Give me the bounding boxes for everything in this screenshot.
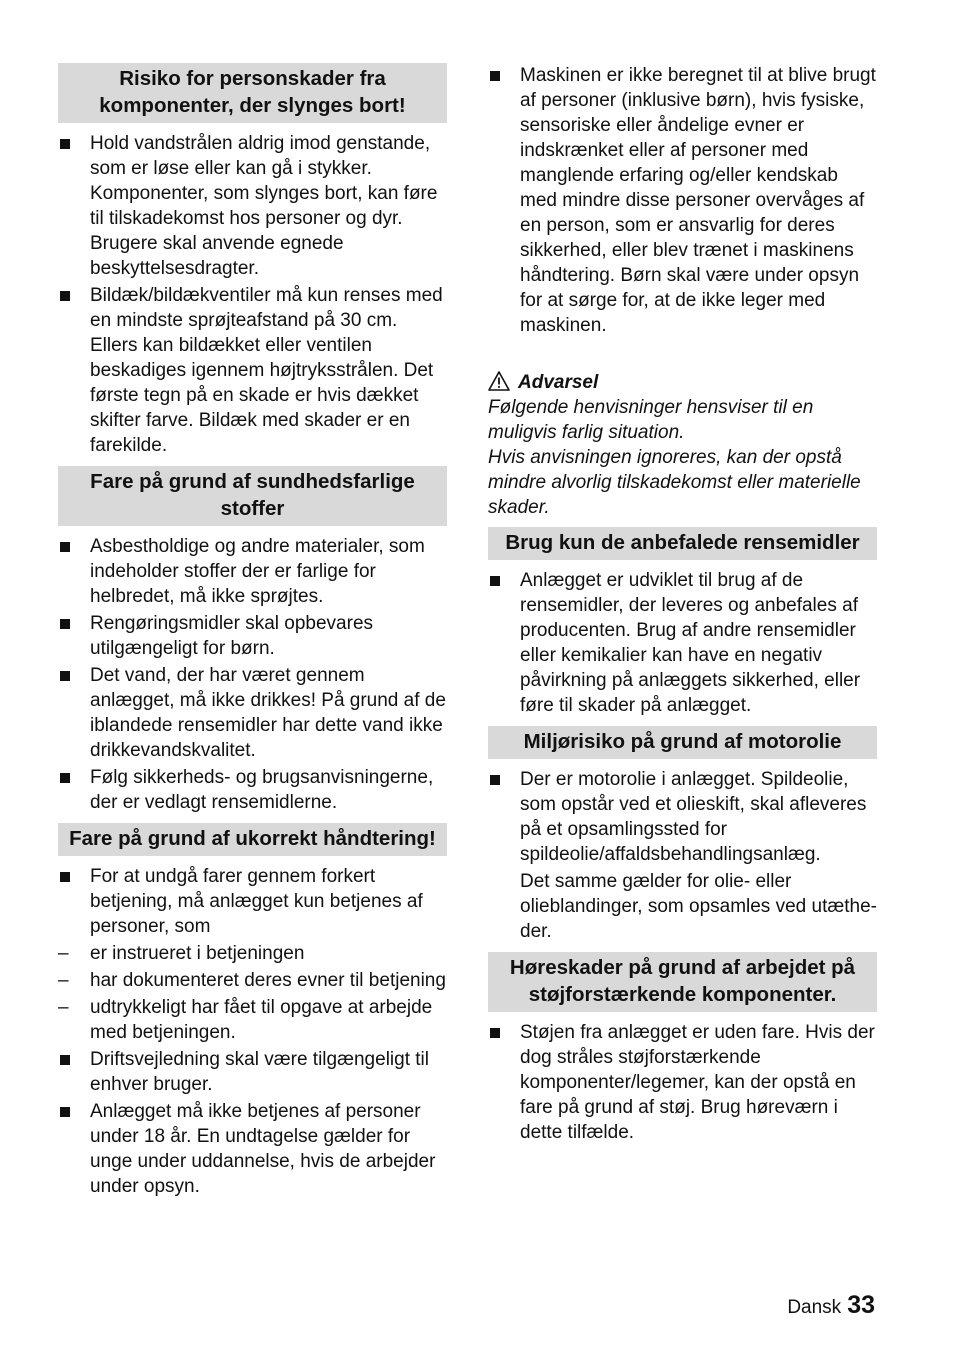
page-footer (787, 1290, 875, 1323)
list-item: Asbestholdige og andre materialer, som indeholder stoffer der er farlige for helbredet, må ikke sprøjtes. (58, 534, 447, 609)
bullet-square-icon (490, 71, 500, 81)
section-heading-flying-parts: Risiko for personskader fra komponenter, der slynges bort! (58, 63, 447, 123)
bullet-square-icon (60, 291, 70, 301)
dash-marker: – (58, 943, 69, 964)
list-item: Hold vandstrålen aldrig imod genstande, som er løse eller kan gå i stykker. Komponenter, som slynges bort, kan føre til tilskadekomst hos personer og dyr. Brugere skal anvende egnede beskyttelsesdragter. (58, 131, 447, 281)
bullet-square-icon (490, 576, 500, 586)
bullet-square-icon (60, 139, 70, 149)
list-item: Det vand, der har været gennem anlægget, må ikke drikkes! På grund af de iblandede rensemidler har dette vand ikke drikkevandskvalitet. (58, 663, 447, 763)
list-item: Støjen fra anlægget er uden fare. Hvis der dog stråles støjforstærkende komponenter/legemer, kan der opstå en fare på grund af støj. Brug høreværn i dette tilfælde. (488, 1020, 877, 1145)
list-item: Bildæk/bildækventiler må kun renses med en mindste sprøjteafstand på 30 cm. Ellers kan bildækket eller ventilen beskadiges igennem højtryksstrålen. Det første tegn på en skade er hvis dækket skifter farve. Bildæk med skader er en farekilde. (58, 283, 447, 458)
dash-item: – har dokumenteret deres evner til betjening (58, 970, 446, 991)
bullet-square-icon (60, 671, 70, 681)
list-item: For at undgå farer gennem forkert betjening, må anlægget kun betjenes af personer, som (58, 864, 447, 939)
list-item: Anlægget må ikke betjenes af personer under 18 år. En undtagelse gælder for unge under uddannelse, hvis de arbejder under opsyn. (58, 1099, 447, 1199)
section-heading-hazardous-substances: Fare på grund af sundhedsfarlige stoffer (58, 466, 447, 526)
bullet-square-icon (60, 619, 70, 629)
bullet-square-icon (60, 1107, 70, 1117)
bullet-square-icon (60, 773, 70, 783)
list-item: Driftsvejledning skal være tilgængeligt til enhver bruger. (58, 1047, 447, 1097)
warning-triangle-icon (488, 371, 510, 391)
warning-title: Advarsel (488, 370, 877, 395)
dash-item: – er instrueret i betjeningen (58, 943, 305, 964)
section-heading-hearing-damage: Høreskader på grund af arbejdet på støjforstærkende komponenter. (488, 952, 877, 1012)
footer-language: Dansk (787, 1297, 842, 1318)
page-number: 33 (847, 1291, 875, 1319)
list-item: Der er motorolie i anlægget. Spildeolie, som opstår ved et olieskift, skal afleveres på et opsamlingssted for spildeolie/affaldsbehandlingsanlæg. (488, 767, 877, 867)
dash-marker: – (58, 970, 69, 991)
warning-text: Følgende henvisninger hensviser til en muligvis farlig situation. Hvis anvisningen ignoreres, kan der opstå mindre alvorlig tilskadekomst eller materielle skader. (488, 397, 861, 518)
dash-marker: – (58, 997, 69, 1018)
section-heading-recommended-detergents: Brug kun de anbefalede rensemidler (488, 527, 877, 560)
list-item: Anlægget er udviklet til brug af de rensemidler, der leveres og anbefales af producenten. Brug af andre rensemidler eller kemikalier kan have en negativ påvirkning på anlæggets sikkerhed, eller føre til skader på anlægget. (488, 568, 877, 718)
list-item: Rengøringsmidler skal opbevares utilgængeligt for børn. (58, 611, 447, 661)
right-column (488, 63, 877, 1147)
bullet-square-icon (60, 1055, 70, 1065)
dash-item: – udtrykkeligt har fået til opgave at arbejde med betjeningen. (58, 997, 433, 1043)
bullet-square-icon (490, 775, 500, 785)
list-item: Følg sikkerheds- og brugsanvisningerne, der er vedlagt rensemidlerne. (58, 765, 447, 815)
section-heading-incorrect-handling: Fare på grund af ukorrekt håndtering! (58, 823, 447, 856)
left-column (58, 63, 447, 1201)
section-heading-motor-oil: Miljørisiko på grund af motorolie (488, 726, 877, 759)
bullet-square-icon (490, 1028, 500, 1038)
list-item: Maskinen er ikke beregnet til at blive brugt af personer (inklusive børn), hvis fysiske, sensoriske eller åndelige evner er indskrænket eller af personer med manglende erfaring og/eller kendskab med mindre disse personer overvåges af en person, som er ansvarlig for deres sikkerhed, eller blev trænet i maskinens håndtering. Børn skal være under opsyn for at sørge for, at de ikke leger med maskinen. (488, 63, 877, 338)
bullet-square-icon (60, 872, 70, 882)
list-item-continuation: Det samme gælder for olie- eller olieblandinger, som opsamles ved utæthe-der. (520, 871, 877, 942)
bullet-square-icon (60, 542, 70, 552)
